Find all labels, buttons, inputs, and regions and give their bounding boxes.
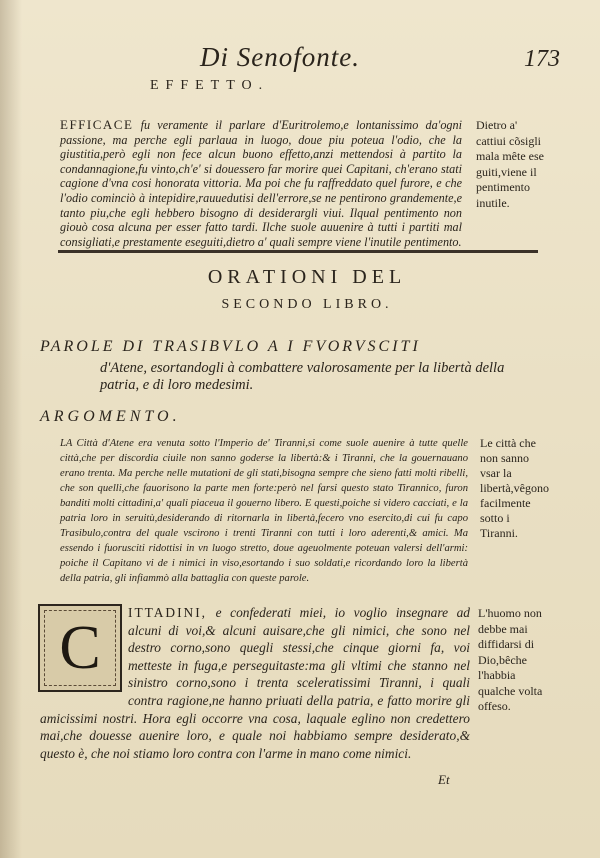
dropcap-spacer <box>40 604 128 694</box>
argomento-paragraph: LA Città d'Atene era venuta sotto l'Imperio de' Tiranni,si come suole auenire à tutte quelle città,che per discordia ciuile non sanno goderse la libertà:& i Tiranni, che la gouernauano erano trenta. Ma perche nelle mutationi de gli stati,bisogna sempre che sieno fatti molti ribelli, che son quelli,che fauorisono la parte men forte:però nel farsi questo stato Tirannico, furon banditi molti cittadini,a' quali piaceua il gouerno libero. E questi,poiche si videro cacciati, e la patria loro in seruitù,desiderando di ritornarla in libertà,fecero vno esercito,di cui fu capo Trasibulo,contra del quale vscirono i trenti Tiranni con tutti i loro aderenti,& amici. Ma essendo i fuorusciti ridottisi in vn luogo stretto, doue ageuolmente poteuan valersi dell'armi: poiche il Capitano vi de i nimici in viso,esortando i suo soldati,e ricordando loro la libertà della patria, gli infiammò alla battaglia con queste parole. <box>60 438 468 584</box>
orationi-subheading: SECONDO LIBRO. <box>221 297 393 312</box>
running-title: Di Senofonte. <box>200 42 360 72</box>
margin-note-effetto: Dietro a' cattiui cõsigli mala mête ese guiti,viene il pentimento inutile. <box>476 118 544 210</box>
dropcap-letter: C <box>59 613 101 682</box>
page-number: 173 <box>524 46 560 72</box>
running-head <box>150 42 560 72</box>
speech-paragraph <box>40 604 470 762</box>
effetto-lead-word: EFFICACE <box>60 117 134 132</box>
margin-note-argomento: Le città che non sanno vsar la libertà,vêgono facilmente sotto i Tiranni. <box>480 436 549 540</box>
argomento-heading: ARGOMENTO. <box>40 408 181 425</box>
parole-subtitle: d'Atene, esortandogli à combattere valorosamente per la libertà della patria, e di loro medesimi. <box>100 360 505 393</box>
speech-lead-word: ITTADINI, <box>128 605 208 620</box>
orationi-heading: ORATIONI DEL <box>207 266 407 288</box>
catchword: Et <box>438 772 450 787</box>
speech-text: e confederati miei, io voglio insegnare ad alcuni di voi,& alcuni auisare,che gli nimici, che sono nel destro corno,sono quegli stessi,che cinque giorni fa, voi metteste in fuga,e perseguitaste:ma gli vltimi che stanno nel sinistro corno,sono i trenta sceleratissimi Tiranni, i quali contra ragione,ne hanno priuati della patria, e fatto morire gli amicissimi nostri. Hora egli occorre vna cosa, laquale eglino non credettero mai,che douesse auenire loro, e quale noi habbiamo sempre desiderato,& questo è, che noi stiamo loro contra con l'arme in mano come nimici. <box>40 605 470 761</box>
effetto-paragraph <box>60 118 462 249</box>
effetto-text: fu veramente il parlare d'Euritrolemo,e lontanissimo da'ogni passione, ma perche egli parlaua in luogo, doue piu poteua l'odio, che la giustitia,però egli non fece alcun buono effetto,anzi mettendosi à partito la condannagione,fu vinto,ch'e' si douessero far morire quei Capitani, ch'erano stati cagione d'vna cosi honorata vittoria. Ma poi che fu raffreddato quel furore, e che l'odio cominciò à intepidire,rauuedutisi dell'errore,se ne pentirono grandemente,e tanto piu,che egli hebbero bisogno di desiderargli viui. Ilqual pentimento non giouò cosa alcuna per esser fatto tardi. Ilche suole auuenire à tutti i partiti mal consigliati,e prestamente eseguiti,dietro a' quali sempre viene l'inutile pentimento. <box>60 118 462 249</box>
parole-title: PAROLE DI TRASIBVLO A I FVORVSCITI <box>40 338 421 355</box>
effetto-heading: EFFETTO. <box>150 78 270 93</box>
margin-note-speech: L'huomo non debbe mai diffidarsi di Dio,bêche l'habbia qualche volta offeso. <box>478 606 543 713</box>
section-divider <box>58 250 538 253</box>
page-gutter-shadow <box>0 0 22 858</box>
